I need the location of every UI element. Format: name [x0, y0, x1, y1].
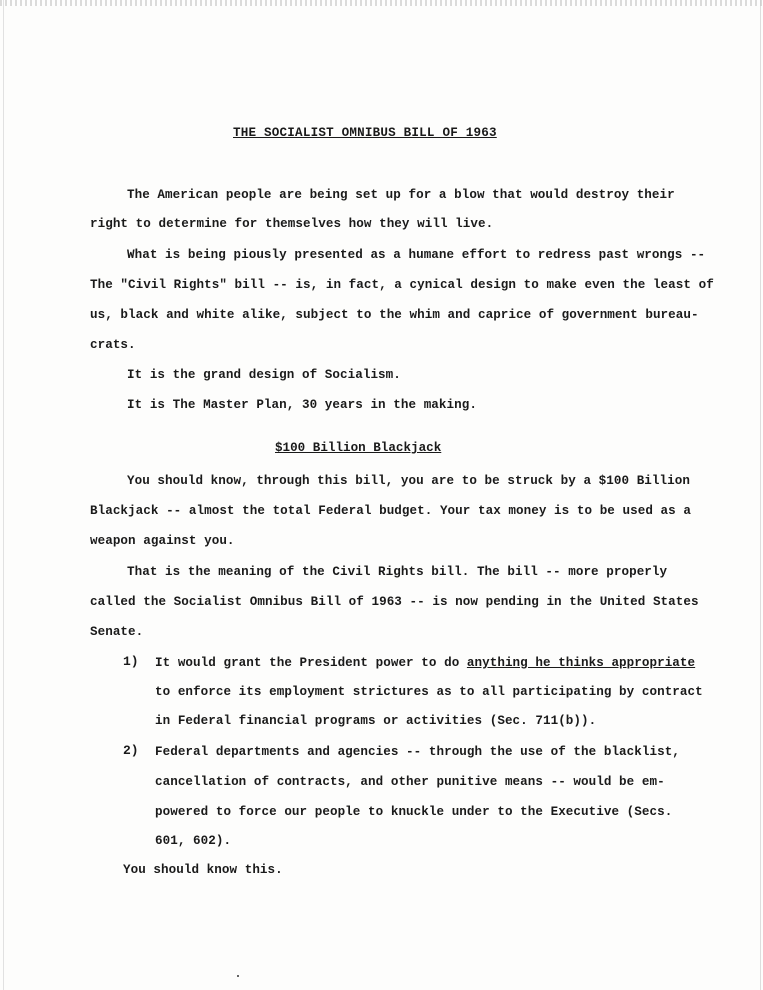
para6-line-1: That is the meaning of the Civil Rights bill. The bill -- more properly: [127, 565, 668, 579]
list-item-1-underlined-phrase: anything he thinks appropriate: [466, 656, 696, 670]
scan-edge-top: [0, 0, 763, 6]
scan-edge-right: [760, 0, 761, 990]
scan-speck: [237, 975, 239, 977]
para5-line-2: Blackjack -- almost the total Federal budget. Your tax money is to be used as a: [90, 504, 691, 518]
para5-line-3: weapon against you.: [90, 534, 235, 548]
document-title: THE SOCIALIST OMNIBUS BILL OF 1963: [233, 126, 497, 140]
para4-line: It is The Master Plan, 30 years in the making.: [127, 398, 477, 412]
section-heading: $100 Billion Blackjack: [275, 441, 442, 455]
list-item-1-number: 1): [123, 654, 139, 669]
intro-line-1: The American people are being set up for a blow that would destroy their: [127, 188, 675, 202]
para2-line-1: What is being piously presented as a humane effort to redress past wrongs --: [127, 248, 706, 262]
closing-line: You should know this.: [123, 863, 283, 877]
list-item-2-line-2: cancellation of contracts, and other punitive means -- would be em-: [155, 775, 665, 789]
scan-edge-left: [3, 0, 4, 990]
para2-line-2: The "Civil Rights" bill -- is, in fact, a cynical design to make even the least of: [90, 278, 714, 292]
para6-line-3: Senate.: [90, 625, 144, 639]
para2-line-4: crats.: [90, 338, 136, 352]
list-item-2-line-3: powered to force our people to knuckle under to the Executive (Secs.: [155, 805, 673, 819]
list-item-2-line-1: Federal departments and agencies -- through the use of the blacklist,: [155, 745, 680, 759]
intro-line-2: right to determine for themselves how they will live.: [90, 217, 494, 231]
list-item-1-line-2: to enforce its employment strictures as to all participating by contract: [155, 685, 703, 699]
para5-line-1: You should know, through this bill, you are to be struck by a $100 Billion: [127, 474, 690, 488]
list-item-2-number: 2): [123, 743, 139, 758]
para2-line-3: us, black and white alike, subject to the whim and caprice of government bureau-: [90, 308, 699, 322]
list-item-1-line-3: in Federal financial programs or activities (Sec. 711(b)).: [155, 714, 597, 728]
para6-line-2: called the Socialist Omnibus Bill of 1963 -- is now pending in the United States: [90, 595, 699, 609]
para3-line: It is the grand design of Socialism.: [127, 368, 401, 382]
list-item-1-line-1: [155, 655, 695, 671]
list-item-2-line-4: 601, 602).: [155, 834, 232, 848]
list-item-1-line-1-text: It would grant the President power to do: [155, 656, 467, 670]
